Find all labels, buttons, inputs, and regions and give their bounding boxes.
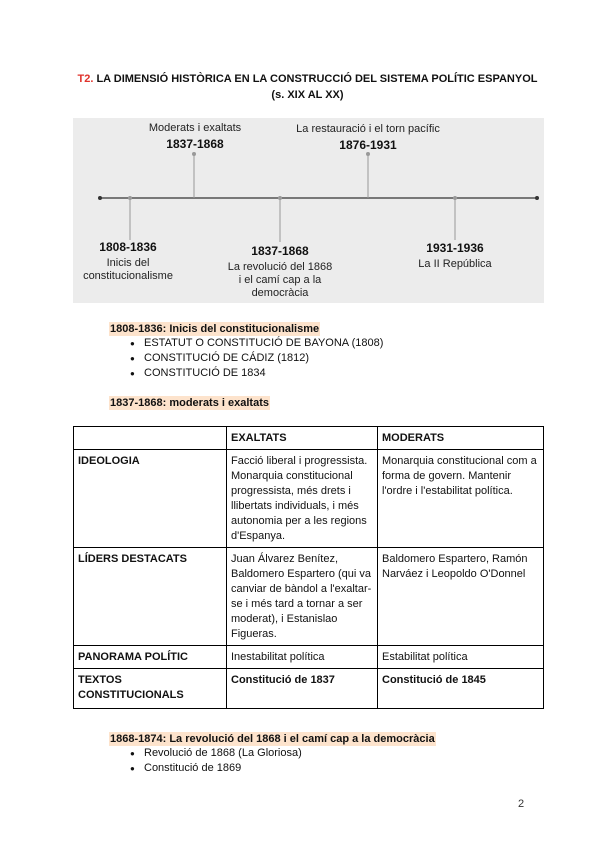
timeline	[73, 118, 544, 303]
timeline-label-revolucio-1: La revolució del 1868	[227, 261, 333, 273]
parties-table	[73, 426, 544, 709]
cell-exaltats-panorama: Inestabilitat política	[227, 646, 378, 669]
timeline-date-1837-below: 1837-1868	[251, 244, 309, 258]
table-row	[74, 669, 544, 709]
cell-exaltats-ideologia: Facció liberal i progressista. Monarquia constitucional progressista, més drets i llibertats individuals, i més autonomia per a les regions d'Espanya.	[227, 450, 378, 548]
timeline-label-republica: La II República	[418, 258, 492, 270]
timeline-date-1931: 1931-1936	[426, 241, 484, 255]
document-title	[70, 71, 545, 103]
list-item: ● CONSTITUCIÓ DE 1834	[130, 366, 383, 381]
row-label-liders: LÍDERS DESTACATS	[74, 548, 227, 646]
page-number: 2	[518, 798, 525, 810]
list-item: ● Revolució de 1868 (La Gloriosa)	[130, 746, 302, 761]
table-header-exaltats: EXALTATS	[227, 427, 378, 450]
row-label-textos: TEXTOS CONSTITUCIONALS	[74, 669, 227, 709]
table-header-moderats: MODERATS	[378, 427, 544, 450]
timeline-label-inicis-2: constitucionalisme	[83, 270, 173, 282]
timeline-label-revolucio-3: democràcia	[251, 287, 309, 299]
cell-moderats-ideologia: Monarquia constitucional com a forma de govern. Mantenir l'ordre i l'estabilitat política.	[378, 450, 544, 548]
timeline-date-1808: 1808-1836	[99, 240, 157, 254]
timeline-label-inicis-1: Inicis del	[106, 257, 150, 269]
row-label-ideologia: IDEOLOGIA	[74, 450, 227, 548]
timeline-start-dot	[98, 196, 102, 200]
list-item: ● Constitució de 1869	[130, 761, 302, 776]
cell-moderats-textos: Constitució de 1845	[378, 669, 544, 709]
table-row	[74, 450, 544, 548]
title-text: LA DIMENSIÓ HISTÒRICA EN LA CONSTRUCCIÓ DEL SISTEMA POLÍTIC ESPANYOL (s. XIX AL XX)	[96, 73, 538, 101]
list-item: ● CONSTITUCIÓ DE CÁDIZ (1812)	[130, 351, 383, 366]
section-heading-1868: 1868-1874: La revolució del 1868 i el camí cap a la democràcia	[110, 733, 435, 745]
timeline-label-restauracio: La restauració i el torn pacífic	[296, 123, 440, 135]
cell-exaltats-liders: Juan Álvarez Benítez, Baldomero Espartero (qui va canviar de bàndol a l'exaltar-se i més tard a tornar a ser moderat), i Estanislao Figueras.	[227, 548, 378, 646]
section-list-1808	[130, 336, 383, 381]
cell-moderats-liders: Baldomero Espartero, Ramón Narváez i Leopoldo O'Donnel	[378, 548, 544, 646]
timeline-date-1876: 1876-1931	[339, 138, 397, 152]
table-row	[74, 646, 544, 669]
section-list-1868	[130, 746, 302, 776]
timeline-end-dot	[535, 196, 539, 200]
cell-moderats-panorama: Estabilitat política	[378, 646, 544, 669]
section-heading-1837: 1837-1868: moderats i exaltats	[110, 397, 269, 409]
timeline-label-revolucio-2: i el camí cap a la	[238, 274, 322, 286]
table-header-empty	[74, 427, 227, 450]
section-heading-1808: 1808-1836: Inicis del constitucionalisme	[110, 323, 320, 335]
timeline-label-moderats: Moderats i exaltats	[148, 122, 242, 134]
list-item: ● ESTATUT O CONSTITUCIÓ DE BAYONA (1808)	[130, 336, 383, 351]
table-header-row	[74, 427, 544, 450]
title-code: T2.	[77, 73, 94, 85]
cell-exaltats-textos: Constitució de 1837	[227, 669, 378, 709]
row-label-panorama: PANORAMA POLÍTIC	[74, 646, 227, 669]
table-row	[74, 548, 544, 646]
timeline-date-1837-above: 1837-1868	[166, 137, 224, 151]
